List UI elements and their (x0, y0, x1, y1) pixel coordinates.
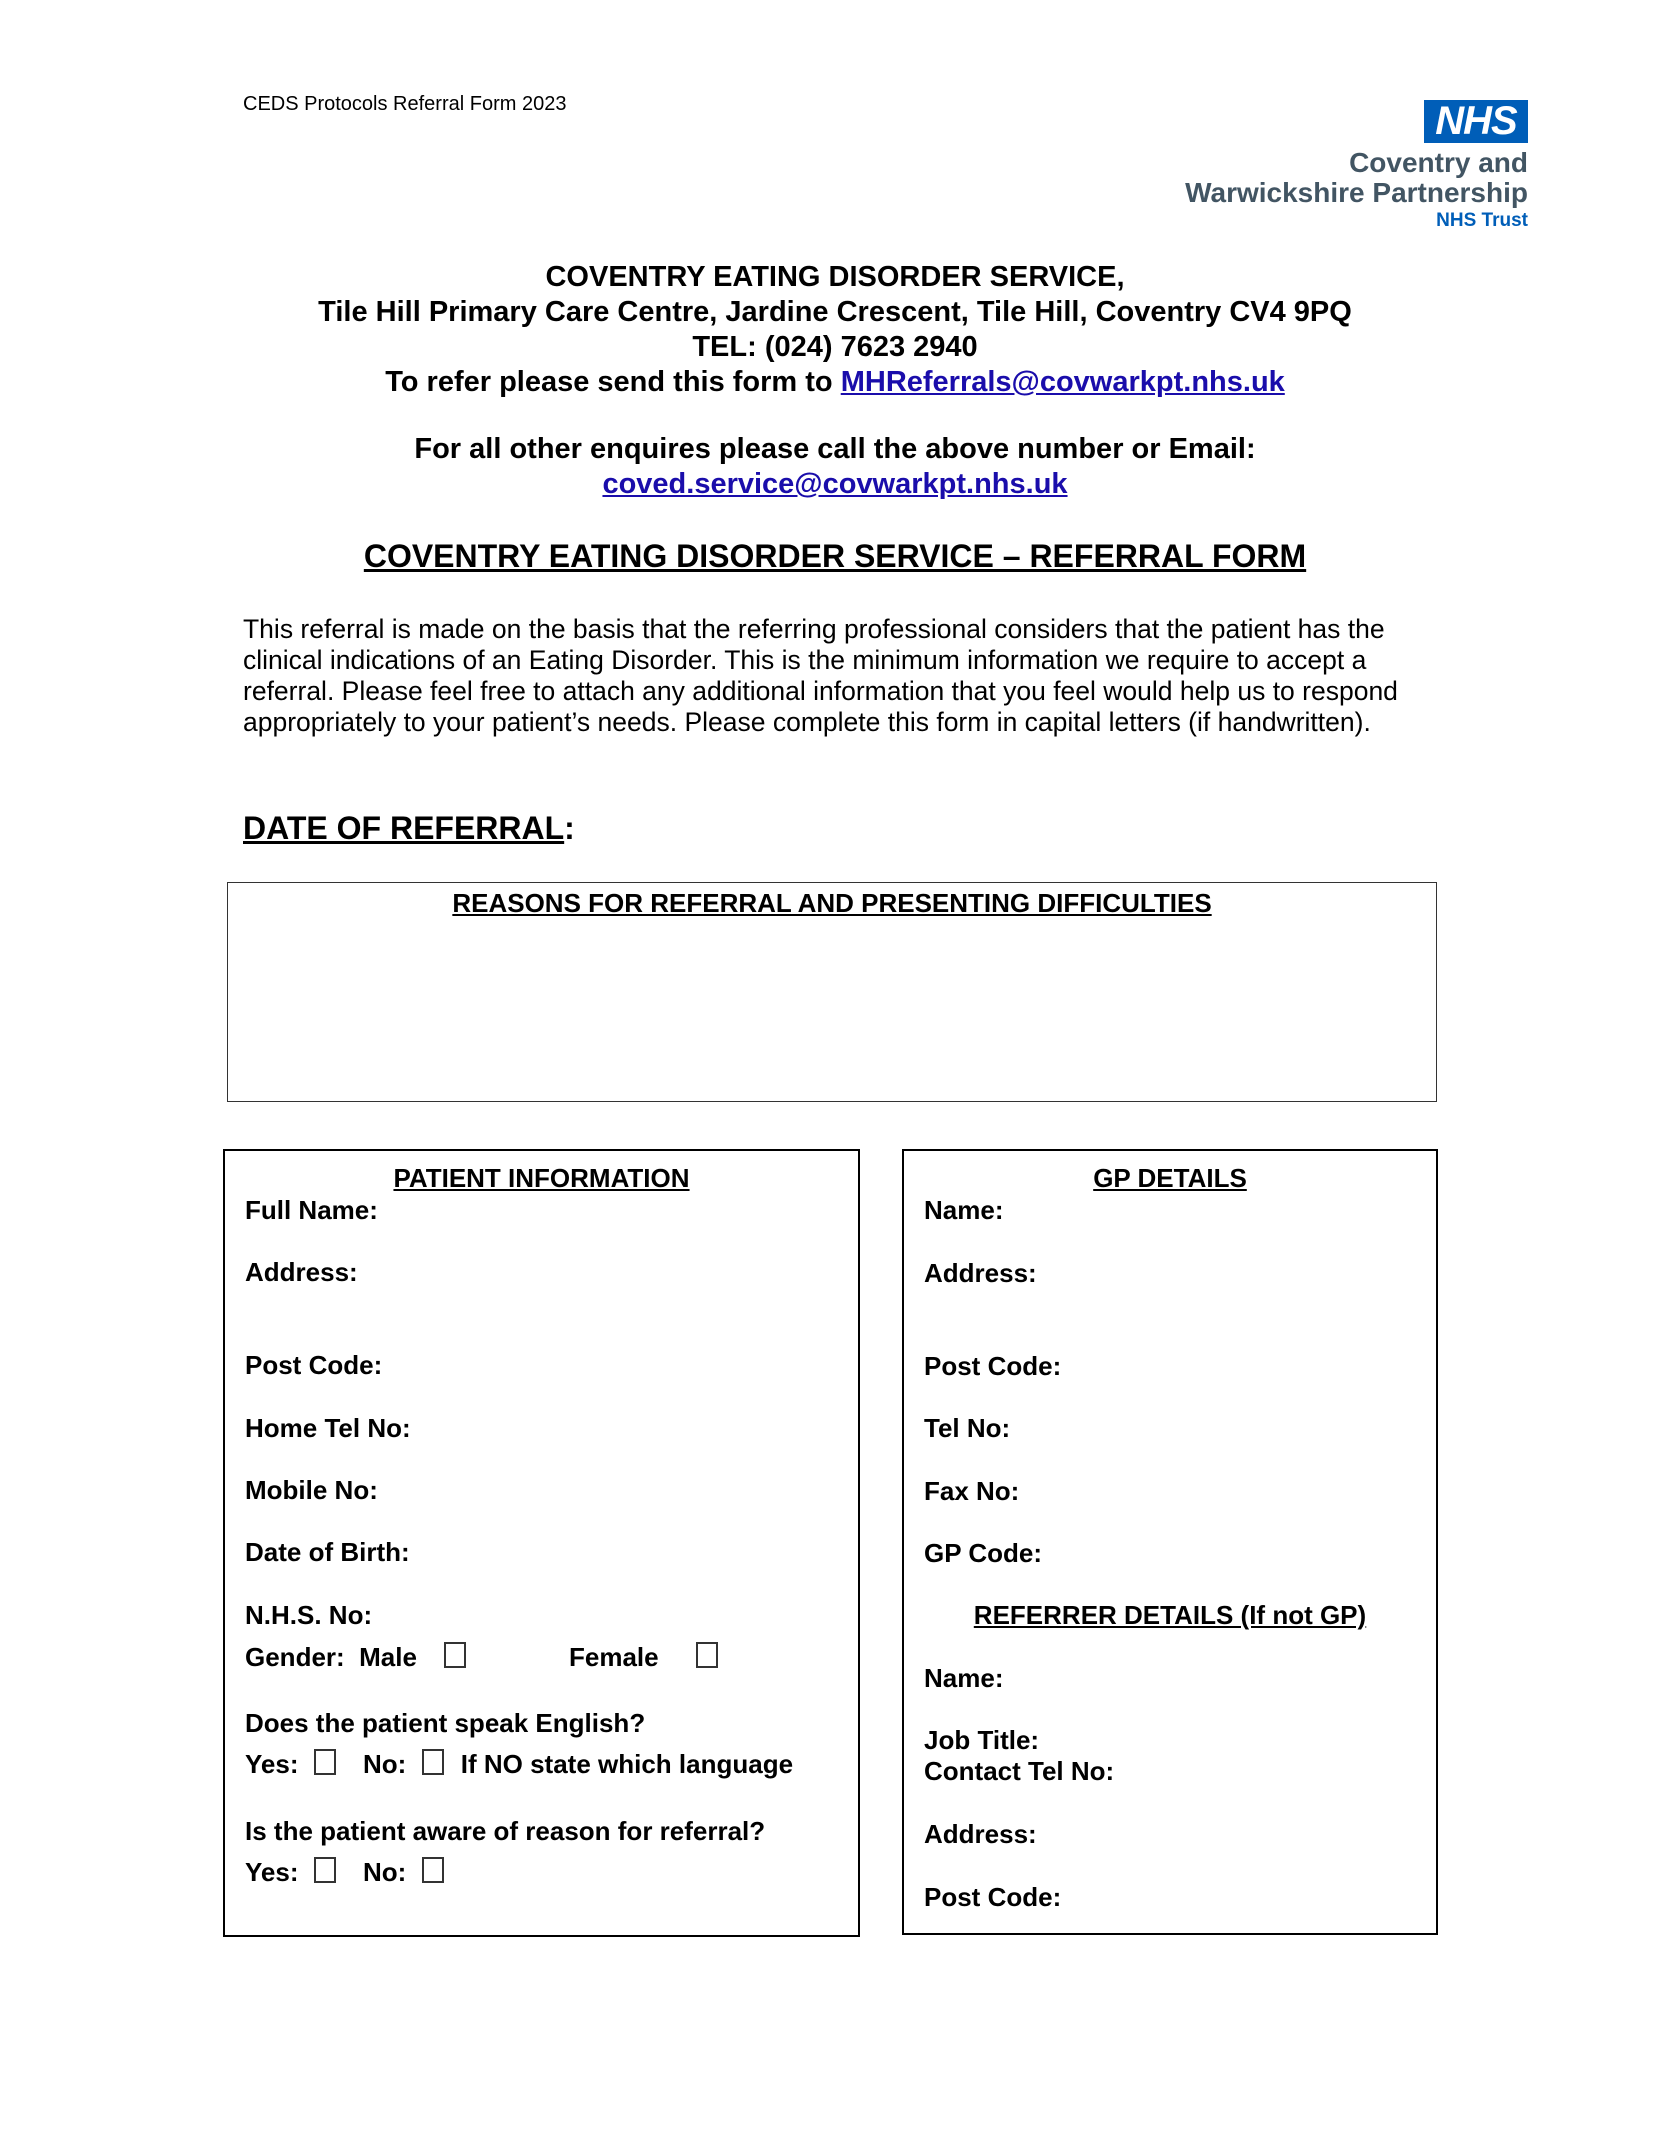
aware-no-checkbox[interactable] (422, 1857, 444, 1883)
english-no-label: No: (362, 1749, 407, 1779)
english-yes-label: Yes: (245, 1749, 299, 1779)
patient-information-panel (223, 1149, 860, 1937)
aware-of-referral-row (245, 1857, 444, 1888)
refer-prefix: To refer please send this form to (385, 366, 841, 398)
gender-label: Gender: (245, 1642, 345, 1672)
logo-org-line2: Warwickshire Partnership (1185, 177, 1528, 208)
intro-paragraph: This referral is made on the basis that the referring professional considers that the patient has the clinical indications of an Eating Disorder. This is the minimum information we require to accept a referral. Please feel free to attach any additional information that you feel would help us to respond appropriately to your patient’s needs. Please complete this form in capital letters (if handwritten). (243, 614, 1398, 737)
patient-mobile-field[interactable]: Mobile No: (245, 1475, 378, 1505)
patient-home-tel-field[interactable]: Home Tel No: (245, 1413, 411, 1443)
referrer-contact-tel-field[interactable]: Contact Tel No: (924, 1756, 1115, 1786)
gp-name-field[interactable]: Name: (924, 1195, 1004, 1225)
referrer-name-field[interactable]: Name: (924, 1663, 1004, 1693)
referrer-post-code-field[interactable]: Post Code: (924, 1882, 1062, 1912)
gp-code-field[interactable]: GP Code: (924, 1538, 1042, 1568)
logo-org-line1: Coventry and (1349, 147, 1528, 178)
gender-female-label: Female (569, 1642, 659, 1672)
enquiries-text: For all other enquires please call the above number or Email: (414, 433, 1256, 465)
gp-fax-field[interactable]: Fax No: (924, 1476, 1020, 1506)
aware-of-referral-question: Is the patient aware of reason for referral? (245, 1816, 766, 1846)
form-title: COVENTRY EATING DISORDER SERVICE – REFERRAL FORM (363, 538, 1307, 574)
gp-address-field[interactable]: Address: (924, 1258, 1037, 1288)
date-of-referral[interactable]: DATE OF REFERRAL: (243, 810, 575, 846)
gp-post-code-field[interactable]: Post Code: (924, 1351, 1062, 1381)
language-prompt: If NO state which language (460, 1749, 794, 1779)
patient-full-name-field[interactable]: Full Name: (245, 1195, 378, 1225)
patient-post-code-field[interactable]: Post Code: (245, 1350, 383, 1380)
referrer-address-field[interactable]: Address: (924, 1819, 1037, 1849)
service-address: Tile Hill Primary Care Centre, Jardine Crescent, Tile Hill, Coventry CV4 9PQ (318, 296, 1352, 328)
gender-row (245, 1642, 466, 1673)
english-no-checkbox[interactable] (422, 1749, 444, 1775)
enquiries-email-link[interactable]: coved.service@covwarkpt.nhs.uk (602, 468, 1068, 500)
service-contact-block (200, 260, 1470, 400)
gp-details-title: GP DETAILS (1093, 1163, 1247, 1193)
patient-address-field[interactable]: Address: (245, 1257, 358, 1287)
service-name: COVENTRY EATING DISORDER SERVICE, (545, 261, 1125, 293)
gender-female-row (569, 1642, 718, 1673)
reasons-for-referral-box[interactable] (227, 882, 1437, 1102)
nhs-badge: NHS (1424, 100, 1528, 143)
gender-male-label: Male (359, 1642, 417, 1672)
referrer-job-title-field[interactable]: Job Title: (924, 1725, 1040, 1755)
gender-male-checkbox[interactable] (444, 1642, 466, 1668)
gender-female-checkbox[interactable] (696, 1642, 718, 1668)
english-yes-checkbox[interactable] (314, 1749, 336, 1775)
service-tel: TEL: (024) 7623 2940 (692, 331, 978, 363)
referral-instructions (200, 365, 1470, 400)
gp-details-panel (902, 1149, 1438, 1935)
referral-email-link[interactable]: MHReferrals@covwarkpt.nhs.uk (840, 366, 1285, 398)
reasons-title: REASONS FOR REFERRAL AND PRESENTING DIFFICULTIES (452, 888, 1212, 918)
referrer-details-title: REFERRER DETAILS (If not GP) (973, 1600, 1367, 1630)
speaks-english-question: Does the patient speak English? (245, 1708, 646, 1738)
enquiries-block (200, 432, 1470, 502)
form-version-label: CEDS Protocols Referral Form 2023 (243, 93, 567, 115)
gp-tel-field[interactable]: Tel No: (924, 1413, 1011, 1443)
nhs-logo (1160, 100, 1528, 234)
patient-nhs-no-field[interactable]: N.H.S. No: (245, 1600, 373, 1630)
aware-yes-label: Yes: (245, 1857, 299, 1887)
date-of-referral-label: DATE OF REFERRAL (243, 810, 565, 846)
aware-yes-checkbox[interactable] (314, 1857, 336, 1883)
patient-info-title: PATIENT INFORMATION (393, 1163, 690, 1193)
patient-dob-field[interactable]: Date of Birth: (245, 1537, 410, 1567)
logo-trust: NHS Trust (1436, 210, 1528, 231)
aware-no-label: No: (362, 1857, 407, 1887)
speaks-english-row (245, 1749, 793, 1780)
